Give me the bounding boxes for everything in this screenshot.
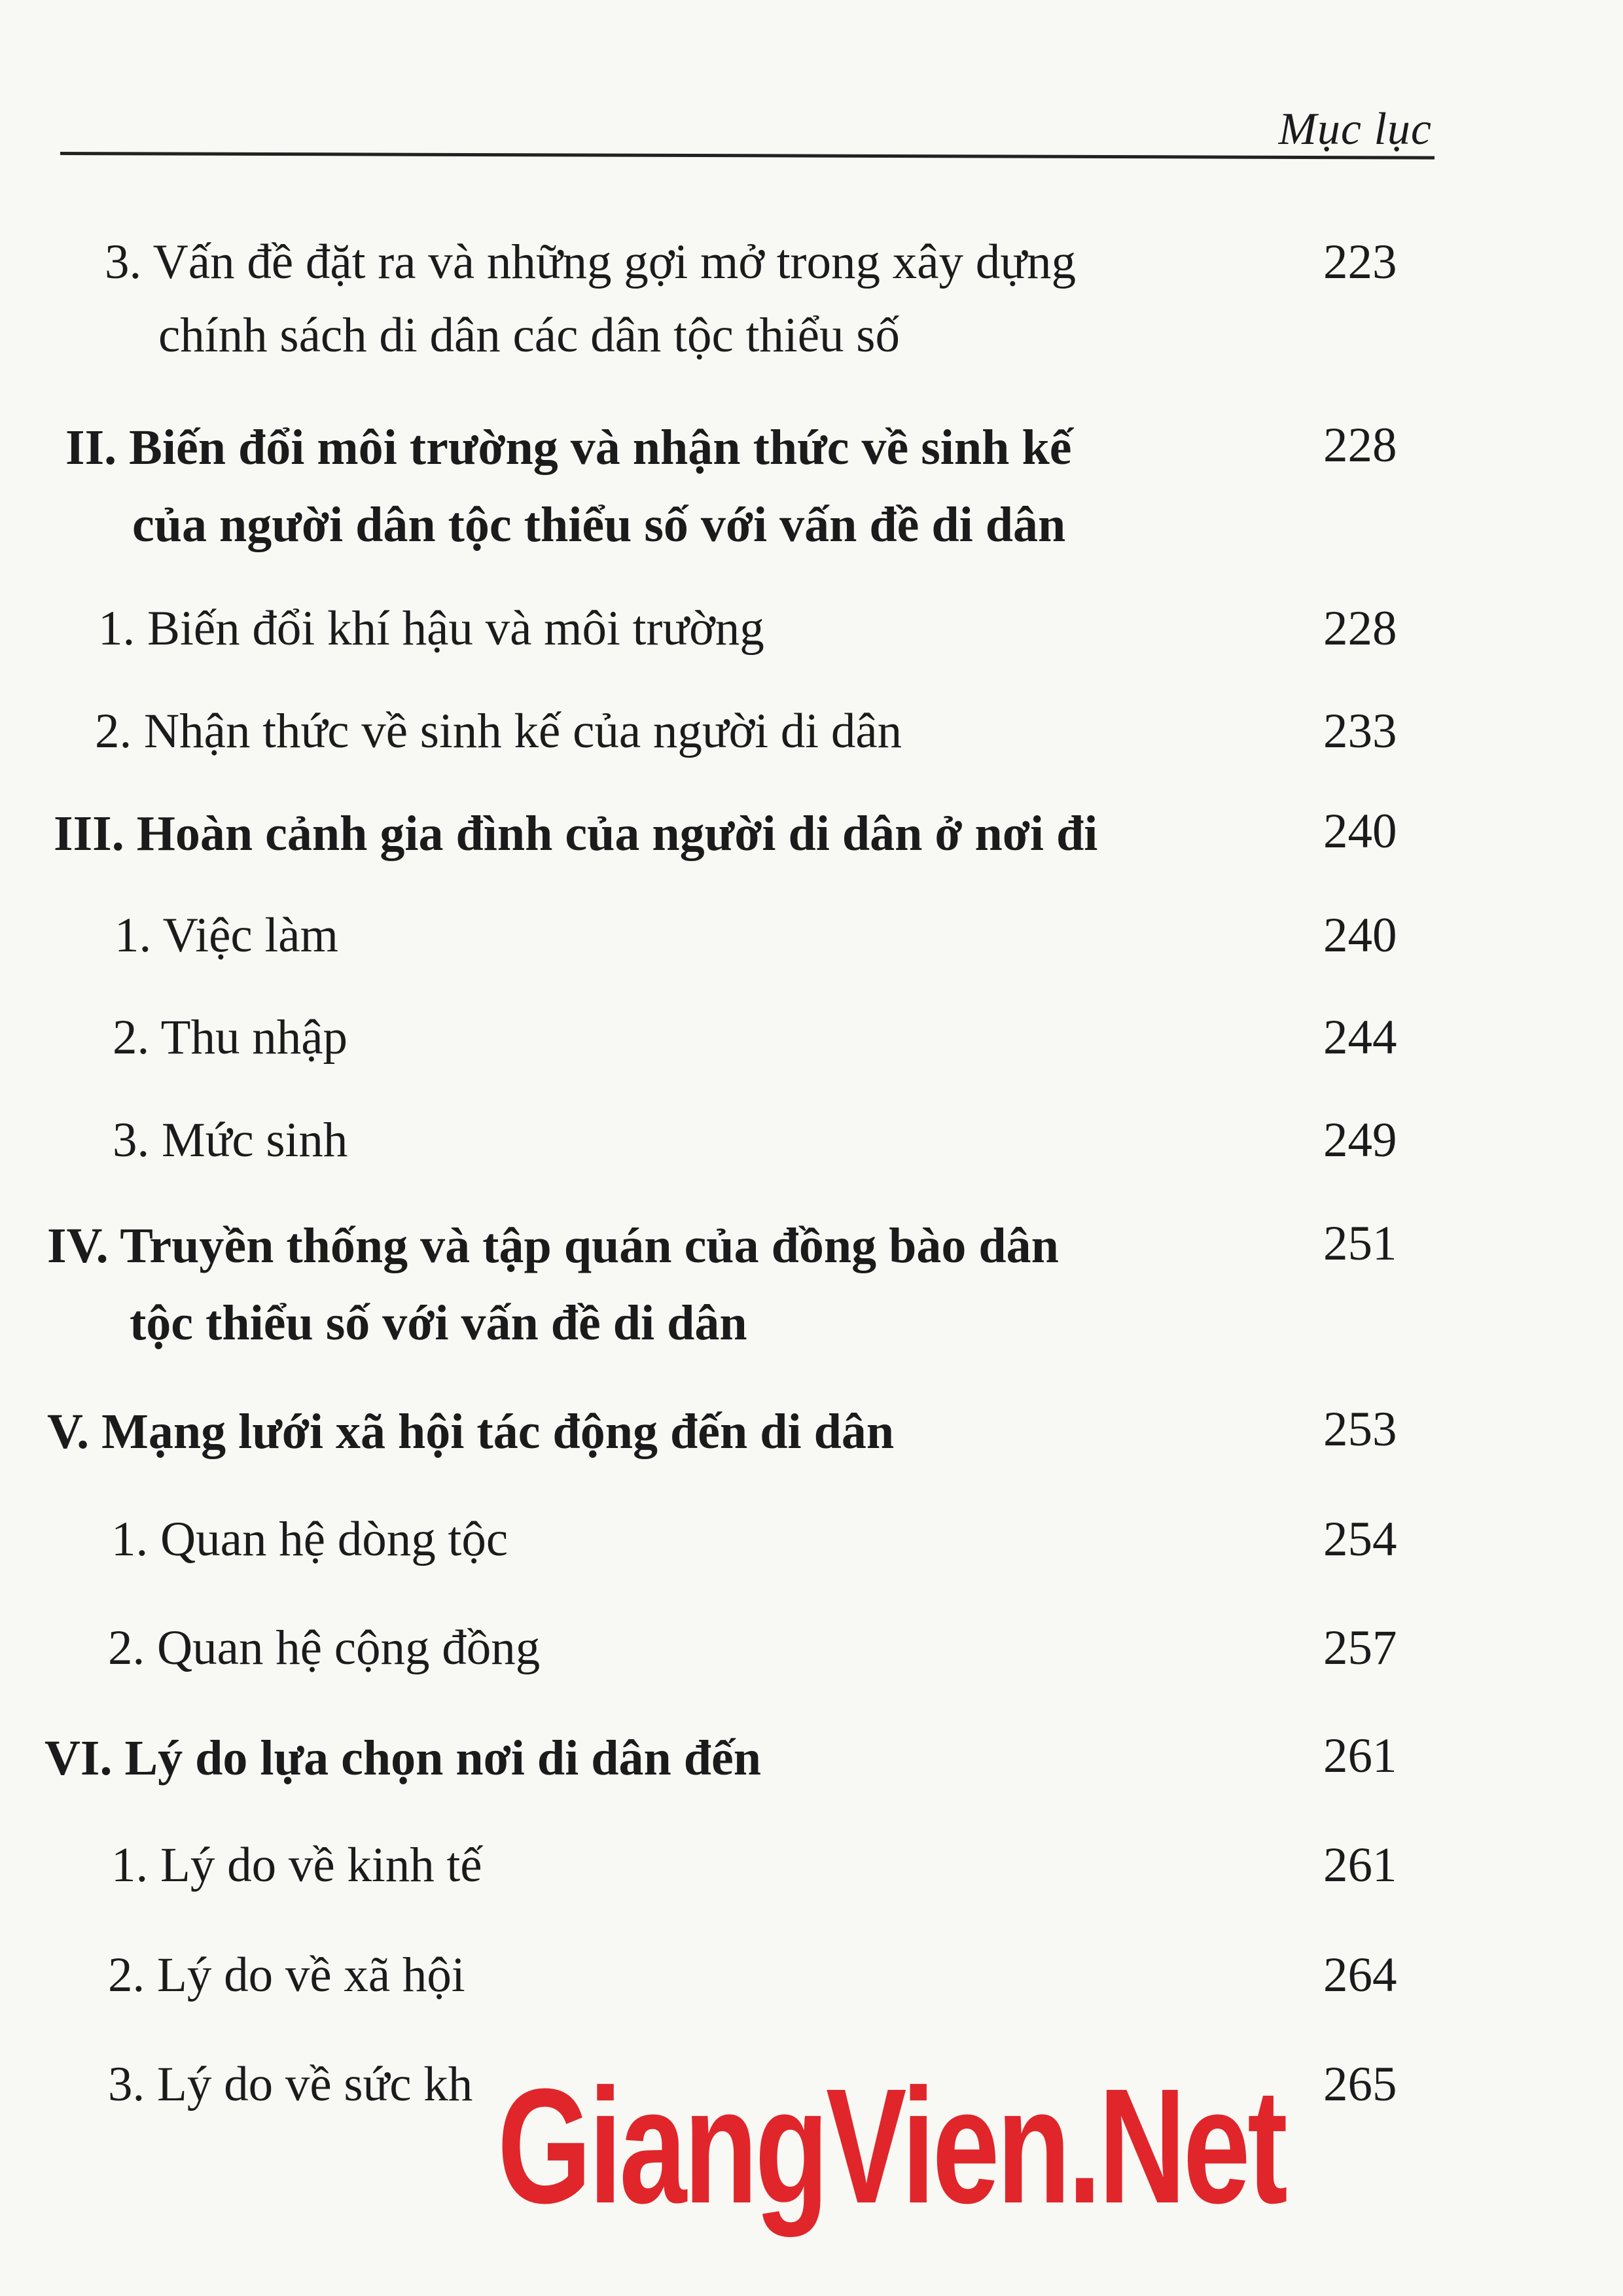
toc-entry-title: 2. Thu nhập [113,1010,348,1065]
toc-entry-page: 244 [1323,1010,1397,1065]
toc-entry-page: 240 [1323,804,1397,858]
toc-entry-title: 3. Lý do về sức kh [108,2057,473,2111]
toc-entry-title: 2. Nhận thức về sinh kế của người di dân [95,704,902,758]
toc-entry-title-line-1: 3. Vấn đề đặt ra và những gợi mở trong xây dựng [105,235,1076,289]
toc-entry-title: V. Mạng lưới xã hội tác động đến di dân [47,1404,895,1459]
toc-entry-title-line-1: II. Biến đổi môi trường và nhận thức về sinh kế [65,420,1072,475]
toc-entry-title: III. Hoàn cảnh gia đình của người di dân ở nơi đi [54,806,1098,861]
toc-entry-page: 264 [1323,1948,1397,2002]
toc-entry-page: 254 [1323,1512,1397,1566]
toc-entry-title: 3. Mức sinh [113,1113,348,1167]
header-rule [60,152,1435,160]
toc-entry-page: 253 [1323,1402,1397,1457]
toc-entry-title: 1. Quan hệ dòng tộc [111,1512,508,1566]
toc-entry-page: 228 [1323,601,1397,656]
toc-entry-page: 223 [1323,235,1397,289]
toc-entry-page: 257 [1323,1621,1397,1675]
toc-entry-page: 240 [1323,908,1397,963]
running-head: Mục lục [1278,104,1432,154]
toc-entry-title: 1. Việc làm [115,908,338,963]
toc-entry-title-line-2: chính sách di dân các dân tộc thiểu số [158,308,900,362]
toc-entry-title-line-2: tộc thiểu số với vấn đề di dân [130,1296,747,1351]
toc-entry-page: 265 [1323,2057,1397,2111]
toc-entry-title: 2. Lý do về xã hội [108,1948,465,2002]
toc-entry-title-line-2: của người dân tộc thiểu số với vấn đề di dân [132,497,1066,552]
toc-entry-page: 249 [1323,1113,1397,1167]
toc-entry-page: 228 [1323,418,1397,472]
watermark-text: GiangVien.Net [497,2055,1285,2237]
toc-entry-page: 233 [1323,704,1397,758]
toc-entry-title: 1. Lý do về kinh tế [111,1838,482,1892]
toc-entry-title: 1. Biến đổi khí hậu và môi trường [98,601,764,656]
toc-entry-title: VI. Lý do lựa chọn nơi di dân đến [45,1731,762,1786]
toc-entry-page: 261 [1323,1838,1397,1892]
toc-entry-title-line-1: IV. Truyền thống và tập quán của đồng bào dân [47,1218,1059,1273]
toc-entry-page: 251 [1323,1216,1397,1271]
toc-entry-title: 2. Quan hệ cộng đồng [108,1621,541,1675]
toc-entry-page: 261 [1323,1729,1397,1783]
